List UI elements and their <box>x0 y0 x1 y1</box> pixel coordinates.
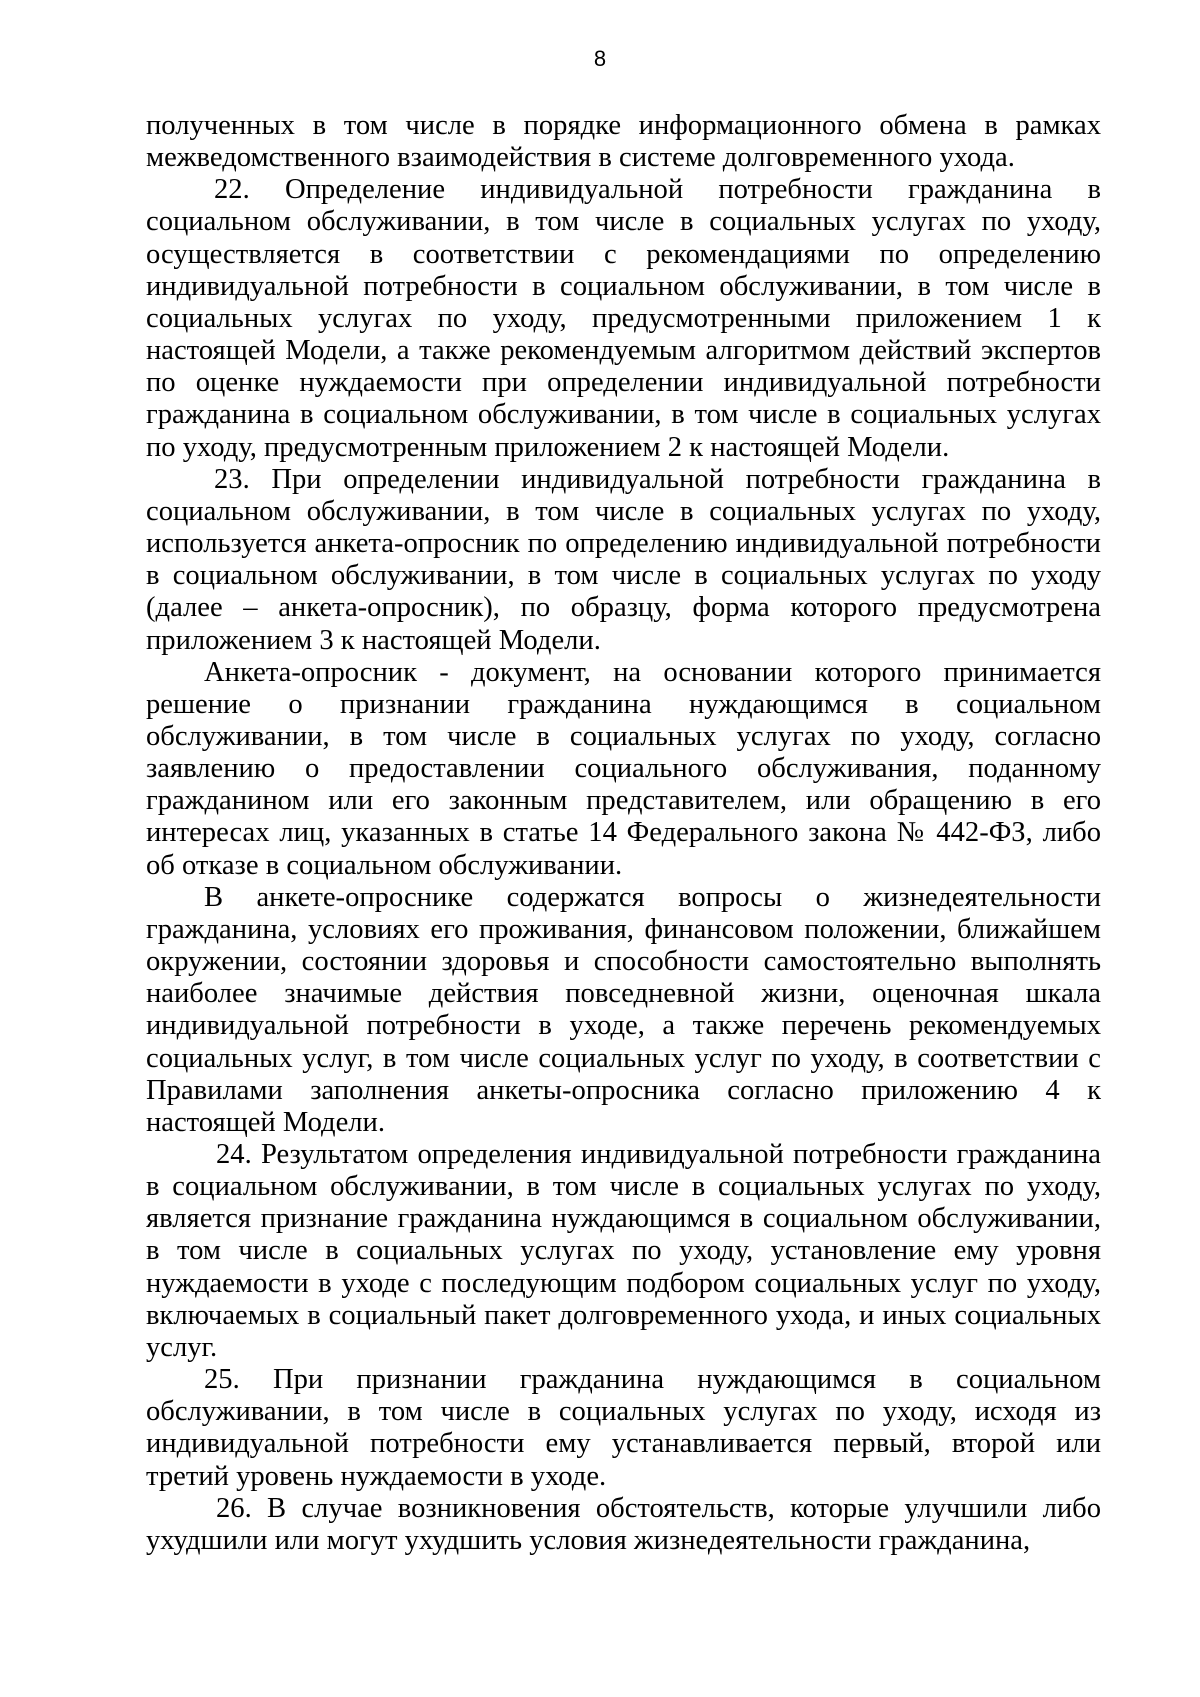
paragraph-questionnaire-contents: В анкете-опроснике содержатся вопросы о жизнедеятельности гражданина, условиях его проживания, финансовом положении, ближайшем окружении, состоянии здоровья и способности самостоятельно выполнять наиболее значимые действия повседневной жизни, оценочная шкала индивидуальной потребности в уходе, а также перечень рекомендуемых социальных услуг, в том числе социальных услуг по уходу, в соответствии с Правилами заполнения анкеты-опросника согласно приложению 4 к настоящей Модели. <box>146 881 1101 1138</box>
paragraph-continuation: полученных в том числе в порядке информационного обмена в рамках межведомственного взаимодействия в системе долговременного ухода. <box>146 110 1101 174</box>
paragraph-item-23: 23. При определении индивидуальной потребности гражданина в социальном обслуживании, в том числе в социальных услугах по уходу, используется анкета-опросник по определению индивидуальной потребности в социальном обслуживании, в том числе в социальных услугах по уходу (далее – анкета-опросник), по образцу, форма которого предусмотрена приложением 3 к настоящей Модели. <box>146 463 1101 656</box>
paragraph-item-25: 25. При признании гражданина нуждающимся в социальном обслуживании, в том числе в социальных услугах по уходу, исходя из индивидуальной потребности ему устанавливается первый, второй или третий уровень нуждаемости в уходе. <box>146 1364 1101 1492</box>
page-number: 8 <box>593 46 607 71</box>
paragraph-item-22: 22. Определение индивидуальной потребности гражданина в социальном обслуживании, в том числе в социальных услугах по уходу, осуществляется в соответствии с рекомендациями по определению индивидуальной потребности в социальном обслуживании, в том числе в социальных услугах по уходу, предусмотренными приложением 1 к настоящей Модели, а также рекомендуемым алгоритмом действий экспертов по оценке нуждаемости при определении индивидуальной потребности гражданина в социальном обслуживании, в том числе в социальных услугах по уходу, предусмотренным приложением 2 к настоящей Модели. <box>146 174 1101 463</box>
document-body <box>146 110 1101 1557</box>
paragraph-item-24: 24. Результатом определения индивидуальной потребности гражданина в социальном обслуживании, в том числе в социальных услугах по уходу, является признание гражданина нуждающимся в социальном обслуживании, в том числе в социальных услугах по уходу, установление ему уровня нуждаемости в уходе с последующим подбором социальных услуг по уходу, включаемых в социальный пакет долговременного ухода, и иных социальных услуг. <box>146 1139 1101 1363</box>
paragraph-item-26: 26. В случае возникновения обстоятельств, которые улучшили либо ухудшили или могут ухудшить условия жизнедеятельности гражданина, <box>146 1492 1101 1556</box>
paragraph-questionnaire-definition: Анкета-опросник - документ, на основании которого принимается решение о признании гражданина нуждающимся в социальном обслуживании, в том числе в социальных услугах по уходу, согласно заявлению о предоставлении социального обслуживания, поданному гражданином или его законным представителем, или обращению в его интересах лиц, указанных в статье 14 Федерального закона № 442-ФЗ, либо об отказе в социальном обслуживании. <box>146 656 1101 881</box>
